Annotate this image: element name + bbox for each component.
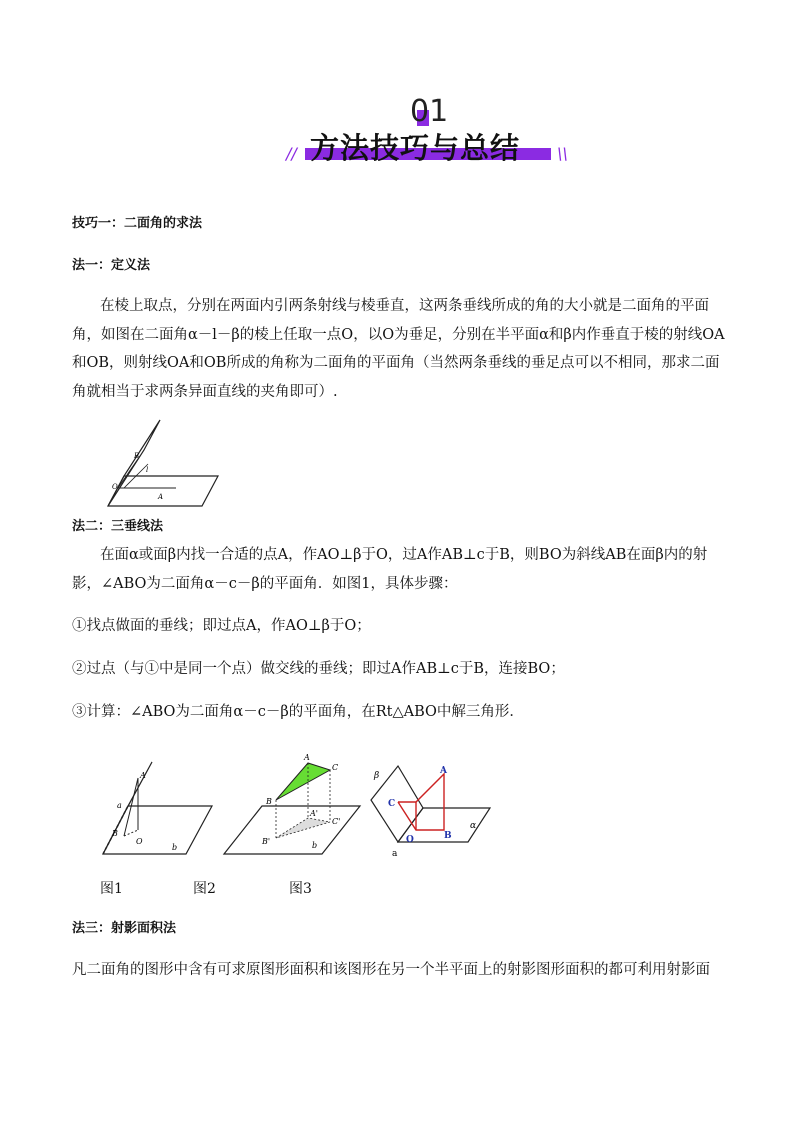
fig1-label-b-lower: b	[172, 843, 178, 852]
figdef-label-a: A	[158, 493, 164, 501]
figdef-label-o: O	[112, 483, 118, 491]
fig3-label-b: B	[444, 831, 452, 841]
fig1-label-o: O	[136, 837, 143, 846]
section-number: 01	[410, 94, 449, 129]
tip1-heading: 技巧一：二面角的求法	[72, 216, 203, 231]
fig1-label-b: B	[112, 829, 118, 838]
caption-figure-3: 图3	[289, 881, 312, 897]
fig3-label-alpha: α	[470, 821, 477, 831]
fig3-label-o: O	[406, 835, 414, 845]
method2-heading: 法二：三垂线法	[72, 519, 164, 534]
figure-1	[100, 760, 215, 858]
fig3-label-a: A	[440, 766, 447, 776]
fig2-label-b-prime: B'	[262, 837, 271, 846]
fig3-label-c: C	[388, 799, 396, 809]
fig2-label-a-prime: A'	[310, 809, 318, 818]
slash-decoration-left: //	[286, 144, 297, 163]
fig1-label-a-upper: A	[140, 771, 146, 780]
method2-paragraph: 在面α或面β内找一合适的点A，作AO⊥β于O，过A作AB⊥c于B，则BO为斜线AB在面β内的射影，∠ABO为二面角α－c－β的平面角．如图1，具体步骤：	[72, 547, 708, 592]
fig3-label-a-lower: a	[392, 849, 398, 859]
section-header	[0, 92, 794, 172]
fig2-label-b: B	[266, 797, 272, 806]
fig2-label-b-lower: b	[312, 841, 318, 850]
figdef-label-b: B	[134, 452, 140, 460]
method2-step1: ①找点做面的垂线；即过点A，作AO⊥β于O；	[72, 618, 371, 634]
figdef-label-l: l	[146, 466, 149, 474]
figure-3	[368, 762, 496, 862]
fig2-label-c: C	[332, 763, 339, 772]
fig3-label-beta: β	[374, 771, 380, 781]
fig1-label-a-lower: a	[117, 801, 122, 810]
slash-decoration-right: \\	[557, 144, 568, 163]
method3-paragraph: 凡二面角的图形中含有可求原图形面积和该图形在另一个半平面上的射影图形面积的都可利用射影面	[72, 962, 710, 978]
fig2-label-a: A	[304, 753, 310, 762]
method1-paragraph: 在棱上取点，分别在两面内引两条射线与棱垂直，这两条垂线所成的角的大小就是二面角的平面角，如图在二面角α－l－β的棱上任取一点O，以O为垂足，分别在半平面α和β内作垂直于棱的射线OA和OB，则射线OA和OB所成的角称为二面角的平面角（当然两条垂线的垂足点可以不相同，那求二面角就相当于求两条异面直线的夹角即可）.	[72, 298, 725, 400]
method2-step3: ③计算：∠ABO为二面角α－c－β的平面角，在Rt△ABO中解三角形．	[72, 704, 524, 720]
fig2-label-c-prime: C'	[332, 817, 341, 826]
method3-heading: 法三：射影面积法	[72, 921, 177, 936]
caption-figure-2: 图2	[193, 881, 216, 897]
figure-definition	[100, 418, 230, 510]
caption-figure-1: 图1	[100, 881, 123, 897]
method2-step2: ②过点（与①中是同一个点）做交线的垂线；即过A作AB⊥c于B，连接BO；	[72, 661, 565, 677]
section-title: 方法技巧与总结	[310, 131, 521, 165]
figure-2	[222, 750, 362, 858]
method1-heading: 法一：定义法	[72, 258, 151, 273]
